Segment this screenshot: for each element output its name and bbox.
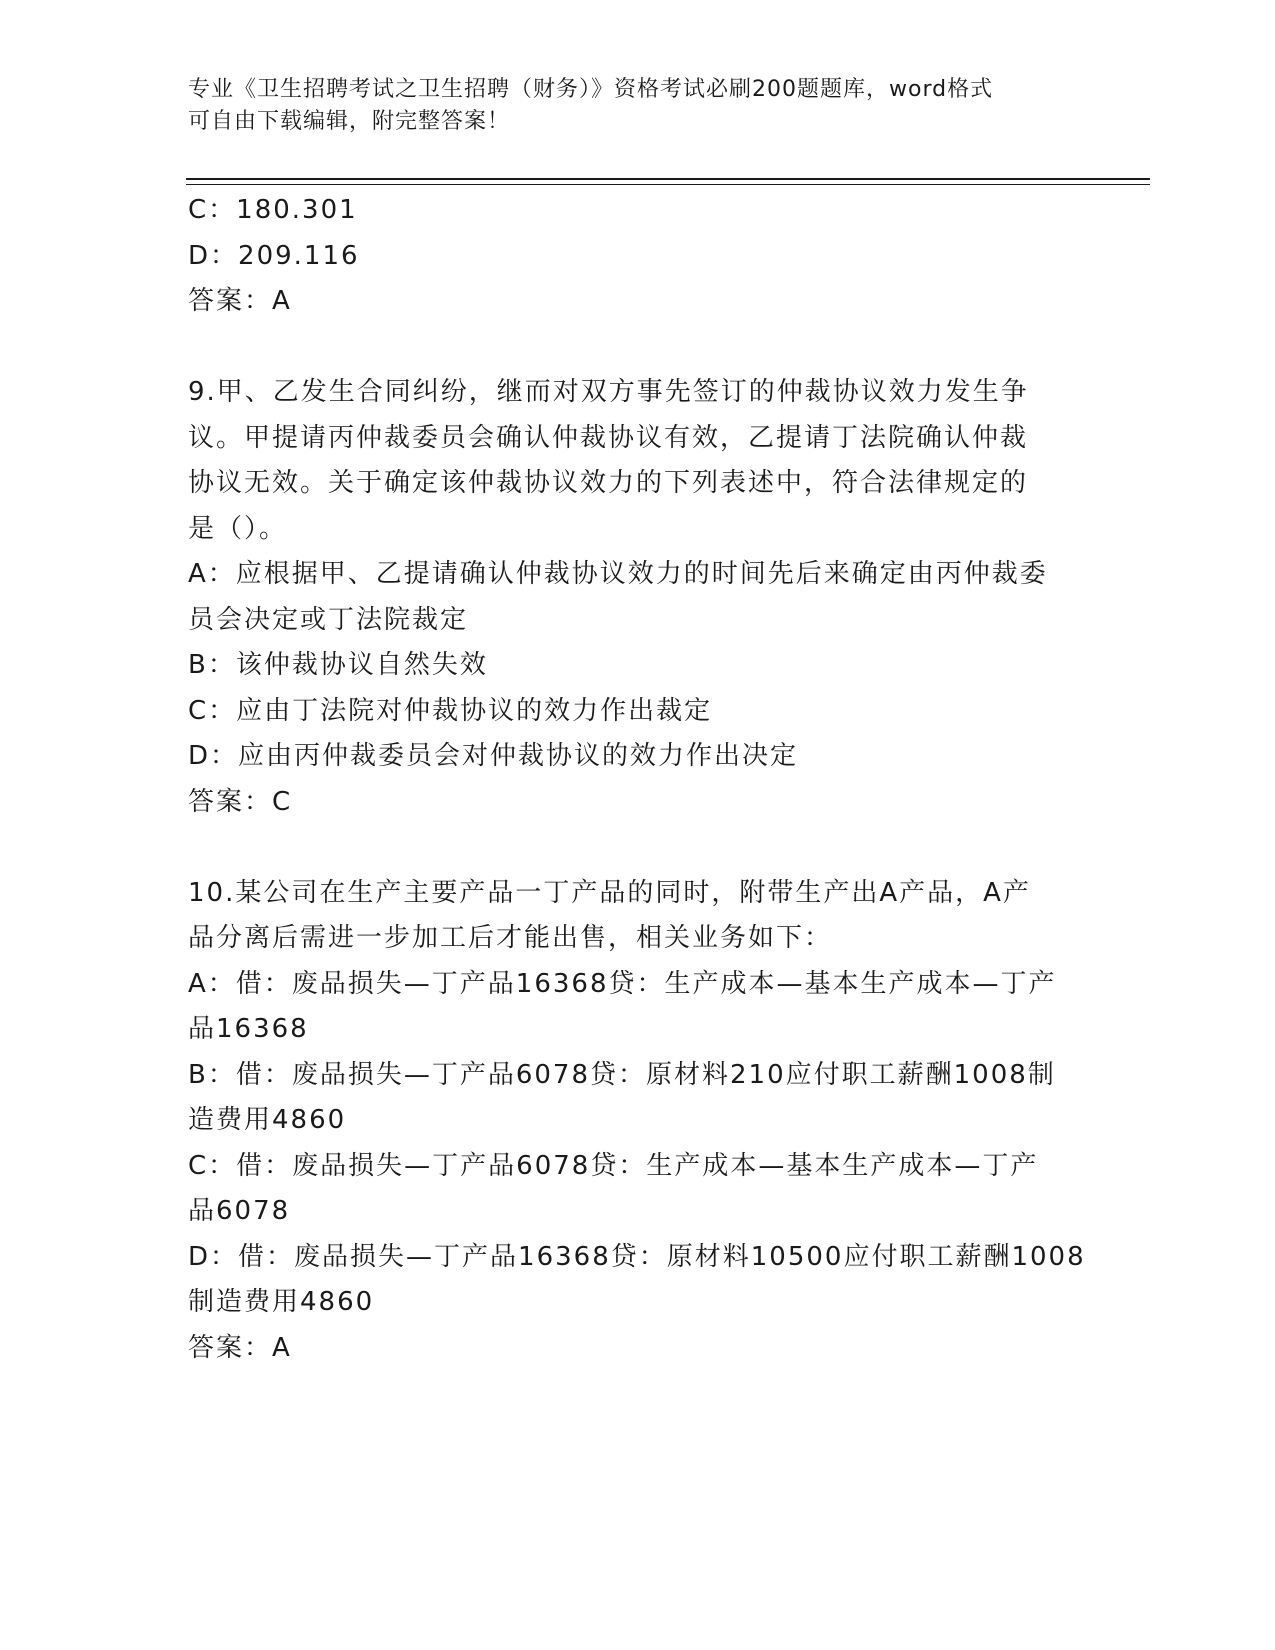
q10-option-b-line-2: 造费用4860	[188, 1105, 347, 1135]
prev-option-c: C：180.301	[188, 195, 358, 225]
prev-answer: 答案：A	[188, 286, 292, 316]
question-9	[188, 370, 1088, 825]
q9-stem-line-2: 议。甲提请丙仲裁委员会确认仲裁协议有效，乙提请丁法院确认仲裁	[188, 422, 1029, 453]
q9-option-c: C：应由丁法院对仲裁协议的效力作出裁定	[188, 695, 713, 726]
question-10	[188, 871, 1088, 1372]
q10-option-c-line-2: 品6078	[188, 1196, 291, 1226]
q10-answer: 答案：A	[188, 1332, 292, 1363]
header-title-line-2: 可自由下载编辑，附完整答案！	[188, 109, 511, 134]
q10-option-c-line-1: C：借：废品损失—丁产品6078贷：生产成本—基本生产成本—丁产	[188, 1150, 1039, 1181]
q10-option-b-line-1: B：借：废品损失—丁产品6078贷：原材料210应付职工薪酬1008制	[188, 1059, 1056, 1090]
prev-option-d: D：209.116	[188, 240, 360, 271]
spacer	[188, 825, 1088, 871]
header-title-line-1: 专业《卫生招聘考试之卫生招聘（财务）》资格考试必刷200题题库，word格式	[188, 77, 994, 102]
q10-option-d-line-1: D：借：废品损失—丁产品16368贷：原材料10500应付职工薪酬1008	[188, 1241, 1086, 1272]
q9-option-d: D：应由丙仲裁委员会对仲裁协议的效力作出决定	[188, 741, 799, 771]
spacer	[188, 325, 1088, 371]
question-content	[188, 188, 1088, 1371]
q10-stem-line-1: 10.某公司在生产主要产品一丁产品的同时，附带生产出A产品，A产	[188, 877, 1031, 908]
q9-stem-line-3: 协议无效。关于确定该仲裁协议效力的下列表述中，符合法律规定的	[188, 468, 1029, 498]
document-header	[188, 74, 1088, 138]
q9-answer: 答案：C	[188, 786, 293, 817]
q10-option-a-line-2: 品16368	[188, 1014, 309, 1044]
q10-stem-line-2: 品分离后需进一步加工后才能出售，相关业务如下：	[188, 923, 833, 953]
q9-option-a-line-2: 员会决定或丁法院裁定	[188, 604, 469, 635]
q9-stem-line-1: 9.甲、乙发生合同纠纷，继而对双方事先签订的仲裁协议效力发生争	[188, 377, 1029, 407]
q10-option-d-line-2: 制造费用4860	[188, 1287, 375, 1317]
q9-option-b: B：该仲裁协议自然失效	[188, 650, 488, 680]
header-divider-thin	[186, 184, 1150, 185]
q9-option-a-line-1: A：应根据甲、乙提请确认仲裁协议效力的时间先后来确定由丙仲裁委	[188, 559, 1048, 589]
q10-option-a-line-1: A：借：废品损失—丁产品16368贷：生产成本—基本生产成本—丁产	[188, 968, 1057, 999]
q9-stem-line-4: 是（）。	[188, 513, 288, 544]
header-divider-thick	[186, 178, 1150, 180]
